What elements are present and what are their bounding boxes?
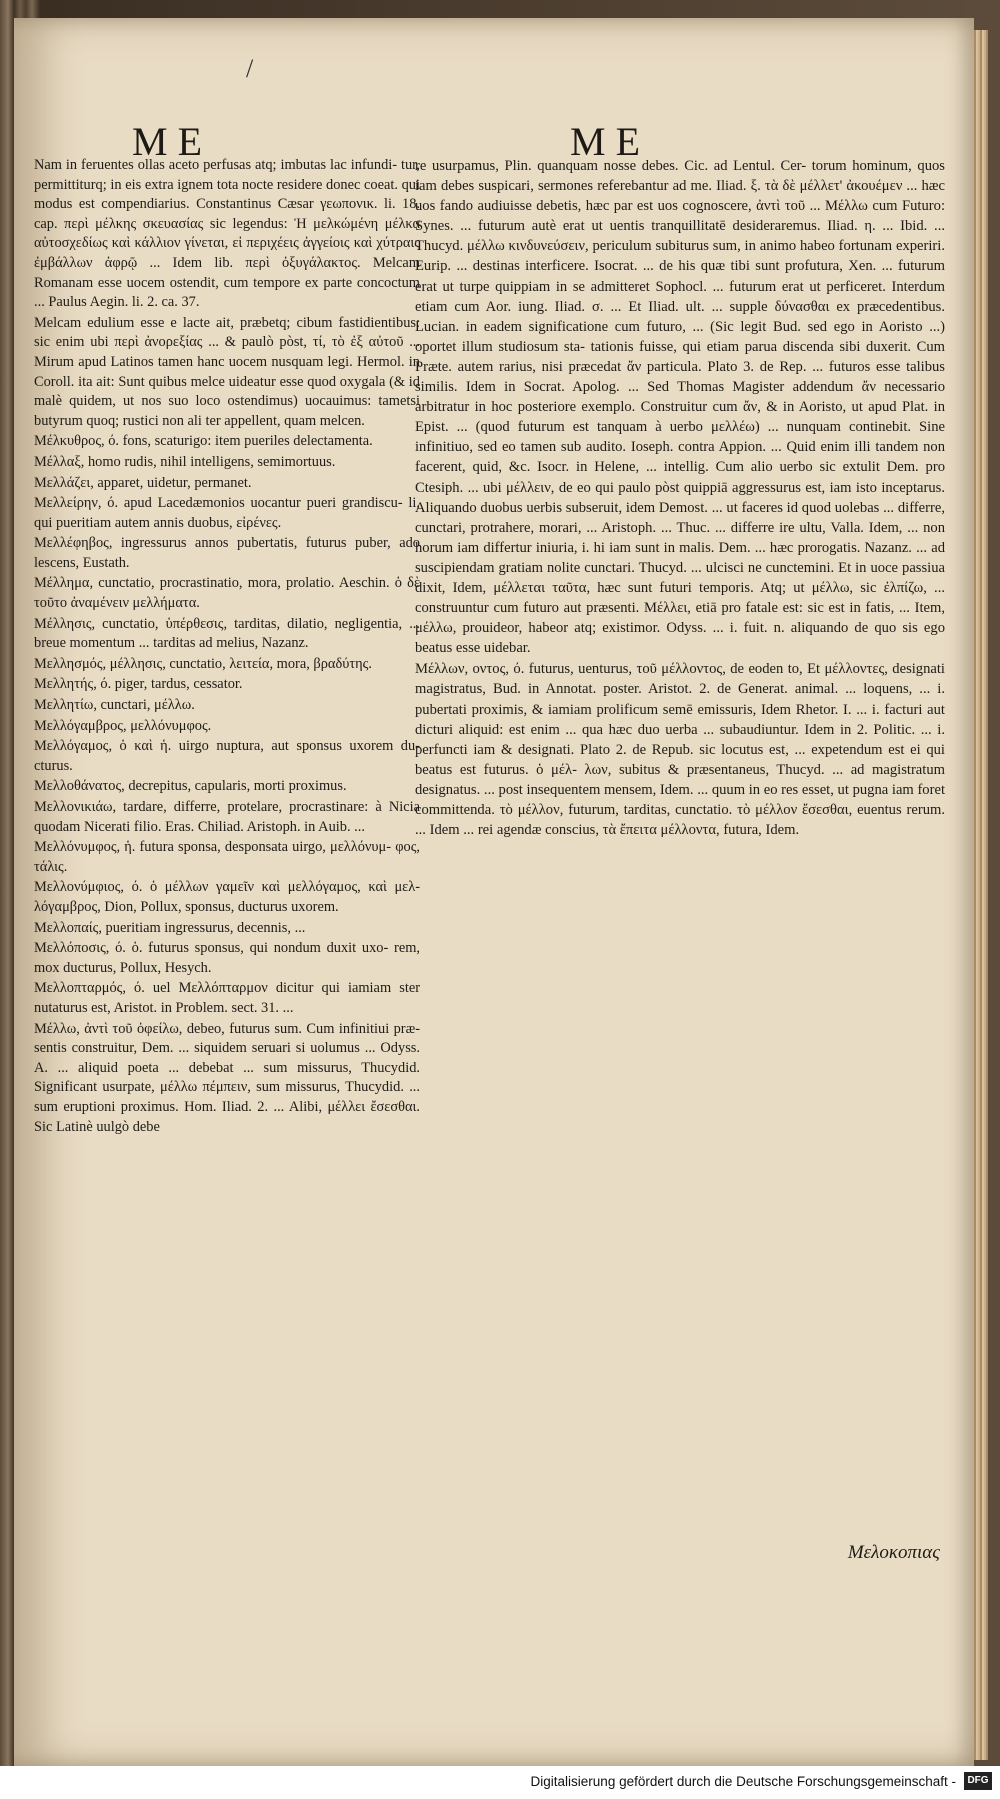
catchword: Μελοκοπιας	[847, 1542, 940, 1563]
left-entry: Μελλάζει, apparet, uidetur, permanet.	[34, 474, 252, 491]
left-entry: Μελλονικιάω, tardare, differre, protelare, procrastinare: à Nicia quodam Nicerati filio. Eras. Chiliad. Aristoph. in Auib. ...	[34, 799, 420, 835]
left-entry: Μέλκυθρος, ό. fons, scaturigo: item pueriles delectamenta.	[34, 433, 373, 450]
left-entry: Μέλλησις, cunctatio, ὑπέρθεσις, tarditas, dilatio, negligentia, ... breue momentum ... tarditas ad melius, Nazanz.	[34, 615, 420, 652]
left-entry: Μελλονύμφιος, ό. ὁ μέλλων γαμεῖν καὶ μελλόγαμος, καὶ μελ- λόγαμβρος, Dion, Pollux, sponsus, ducturus uxorem.	[34, 879, 420, 915]
left-entry: Μελλοπταρμός, ό. uel Μελλόπταρμον dicitur qui iamiam ster nutaturus est, Aristot. in Problem. sect. 31. ...	[34, 980, 420, 1016]
left-entry: Μελλέφηβος, ingressurus annos pubertatis, futurus puber, ado lescens, Eustath.	[34, 535, 420, 571]
left-entry: Μέλλω, ἀντὶ τοῦ ὀφείλω, debeo, futurus sum. Cum infinitiui præ- sentis construitur, Dem. ... siquidem seruari si uolumus ... Odyss. A. ... aliquid poeta ... debebat ... sum missurus, Thucydid. Significant usurpate, μέλλω πέμπειν, sum missurus, Thucydid. ... sum eruptioni proximus. Hom. Iliad. 2. ... Alibi, μέλλει ἔσεσθαι. Sic Latinè uulgò debe	[34, 1020, 420, 1135]
left-entry: Μελλόποσις, ό. ὁ. futurus sponsus, qui nondum duxit uxo- rem, mox ducturus, Pollux, Hesych.	[34, 940, 420, 976]
left-entry: Μελλησμός, μέλλησις, cunctatio, λειτεία, mora, βραδύτης.	[34, 655, 372, 672]
left-entry: Μελλοπαίς, pueritiam ingressurus, decennis, ...	[34, 919, 306, 936]
folio-mark: /	[246, 54, 254, 83]
left-entry: Μελλόγαμος, ὁ καὶ ἡ. uirgo nuptura, aut sponsus uxorem du- cturus.	[34, 738, 420, 774]
footer-bar	[0, 1766, 1000, 1799]
dfg-logo: DFG	[964, 1772, 992, 1790]
left-entry: Μελλείρην, ό. apud Lacedæmonios uocantur pueri grandiscu- li, qui pueritiam autem annis duobus, εἰρένες.	[34, 495, 420, 531]
left-entry: Μελλοθάνατος, decrepitus, capularis, morti proximus.	[34, 778, 347, 795]
left-entry: Μελλητής, ό. piger, tardus, cessator.	[34, 676, 243, 693]
left-entry: Μελλόγαμβρος, μελλόνυμφος.	[34, 717, 212, 734]
left-entry: Nam in feruentes ollas aceto perfusas atq; imbutas lac infundi- tur, permittiturq; in eis extra ignem tota nocte residere donec coeat. qui modus est compendiarius. Constantinus Cæsar γεωπονικ. li. 18. cap. περὶ μέλκης σκευασίας sic legendus: Ἡ μελκώμένη μέλκα αὐτοσχεδίως καὶ κάλλιον γίνεται, εἰ περιχέεις ἀγγείοις καὶ χύτραις ἐμβάλλων ἀφρῷ ... Idem lib. περὶ ὀξυγάλακτος. Melcam Romanam esse uocem ostendit, cum tempore ex parte concoctum ... Paulus Aegin. li. 2. ca. 37.	[34, 157, 420, 311]
running-head-right: ME	[570, 119, 650, 164]
right-column	[415, 156, 945, 840]
left-entry: Μελλητίω, cunctari, μέλλω.	[34, 697, 195, 714]
left-entry: Μέλλαξ, homo rudis, nihil intelligens, semimortuus.	[34, 453, 336, 470]
left-entry: Μέλλημα, cunctatio, procrastinatio, mora, prolatio. Aeschin. ὁ δὲ τοῦτο ἀναμένειν μελλήματα.	[34, 575, 420, 612]
left-entry: Μελλόνυμφος, ἡ. futura sponsa, desponsata uirgo, μελλόνυμ- φος, τάλις.	[34, 839, 420, 875]
running-head-left: ME	[132, 119, 212, 164]
funding-credit: Digitalisierung gefördert durch die Deutsche Forschungsgemeinschaft -	[530, 1774, 956, 1789]
left-column	[34, 156, 420, 1137]
right-entry: re usurpamus, Plin. quanquam nosse debes. Cic. ad Lentul. Cer- torum hominum, quos iam debes suspicari, sermones referebantur ad me. Iliad. ξ. τὰ δὲ μέλλετ' ἀκουέμεν ... hæc uos fando audiuisse debetis, hæc par est uos cognoscere, ἀντὶ τοῦ ... Μέλλω cum Futuro: Synes. ... futurum autè erat ut uentis tranquillitatē desideraremus. Iliad. η. ... Ibid. ... Thucyd. μέλλω κινδυνεύσειν, periculum subiturus sum, in animo habeo fortunam experiri. Eurip. ... destinas interficere. Isocrat. ... de his quæ tibi sunt profutura, Xen. ... futurum erat ut turpe quippiam in se admitteret Sophocl. ... futurum erat ut perficeret. Interdum etiam cum Aor. iung. Iliad. σ. ... Et Iliad. ult. ... supple δύνασθαι ex præcedentibus. Lucian. in eadem significatione cum futuro, ... (Sic legit Bud. sed ego in Aoristo ...) oportet illum studiosum sta- tationis fuisse, qui etiam parua discenda sibi duxerit. Cum Præte. autem rarius, nisi præcedat ἄν particula. Plato 3. de Rep. ... futuros esse talibus similis. Idem in Socrat. Apolog. ... Sed Thomas Magister addendum ἄν necessario arbitratur in hoc posteriore exemplo. Construitur cum ἄν, & in Aoristo, ut apud Plat. in Epist. ... (quod futurum est tanquam à uerbo μελλέω) ... nunquam continebit. Sine infinitiuo, sed eo tamen sub audito. Ioseph. contra Appion. ... Quid enim illi tandem non facerent, quid, &c. Isocr. in Helene, ... intellig. Cum alio uerbo sic extulit Dem. pro Ctesiph. ... ubi μέλλειν, de eo qui paulo pòst quippiā aggressurus est, iam isto inceptarus. Aliquando duobus uerbis subseruit, idem Demost. ... ut faceres id quod uolebas ... differre, cunctari, protrahere, morari, ... Aristoph. ... Thuc. ... differre ire ultu, Valla. Idem, ... non horum iam differtur iniuria, i. hi iam sunt in malis. Dem. ... hæc prorogatis. Nazanz. ... ad suscipiendam gratiam nolite cunctari. Thucyd. ... ulcisci ne cunctemini. Et in uoce passiua dixit, Idem, μέλλεται ταῦτα, hæc sunt futuri temporis. Atq; ut μέλλω, sic ἐλπίζω, ... construuntur cum futuro aut præsenti. Μέλλει, etiā pro fatale est: sic est in fatis, ... Item, μέλλω, prouideor, habeor atq; existimor. Odyss. ... i. fuit. n. aliquando de quo sis ego beatus esse uidebar.	[415, 158, 945, 657]
left-entry: Melcam edulium esse e lacte ait, præbetq; cibum fastidientibus: sic enim ubi περὶ ἀνορεξίας ... & paulò pòst, τί, τὸ ἐξ αὐτοῦ ... Mirum apud Latinos tamen hanc uocem nusquam legi. Hermol. in Coroll. ita ait: Sunt quibus melce uideatur esse quod oxygala (& id malè quidem, ut nos suo loco ostendimus) uocauimus: tametsi butyrum quoq; rustici non ali ter appellent, quam melcen.	[34, 314, 420, 429]
right-entry: Μέλλων, οντος, ό. futurus, uenturus, τοῦ μέλλοντος, de eoden to, Et μέλλοντες, designati magistratus, Bud. in Annotat. poster. Aristot. 2. de Generat. animal. ... loquens, ... i. pubertati proximis, & iamiam prolificum semē emissuris, Idem Rhetor. I. ... i. facturi aut dicturi aliquid: est enim ... qua hæc duo uerba ... subaudiuntur. Idem in 2. Politic. ... i. perfuncti iam & designati. Plato 2. de Repub. sic locutus est, ... expetendum est ei qui beatus est futurus. ὁ μέλ- λων, subitus & præsentaneus, Thucyd. ... ad magistratum designatus. ... post insequentem mensem, Idem. ... quum in eo res esset, ut pugna iam foret committenda. τὸ μέλλον, futurum, tarditas, cunctatio. τὸ μέλλον ἔσεσθαι, euentus rerum. ... Idem ... rei agendæ conscius, τὰ ἔπειτα μέλλοντα, futura, Idem.	[415, 661, 945, 839]
